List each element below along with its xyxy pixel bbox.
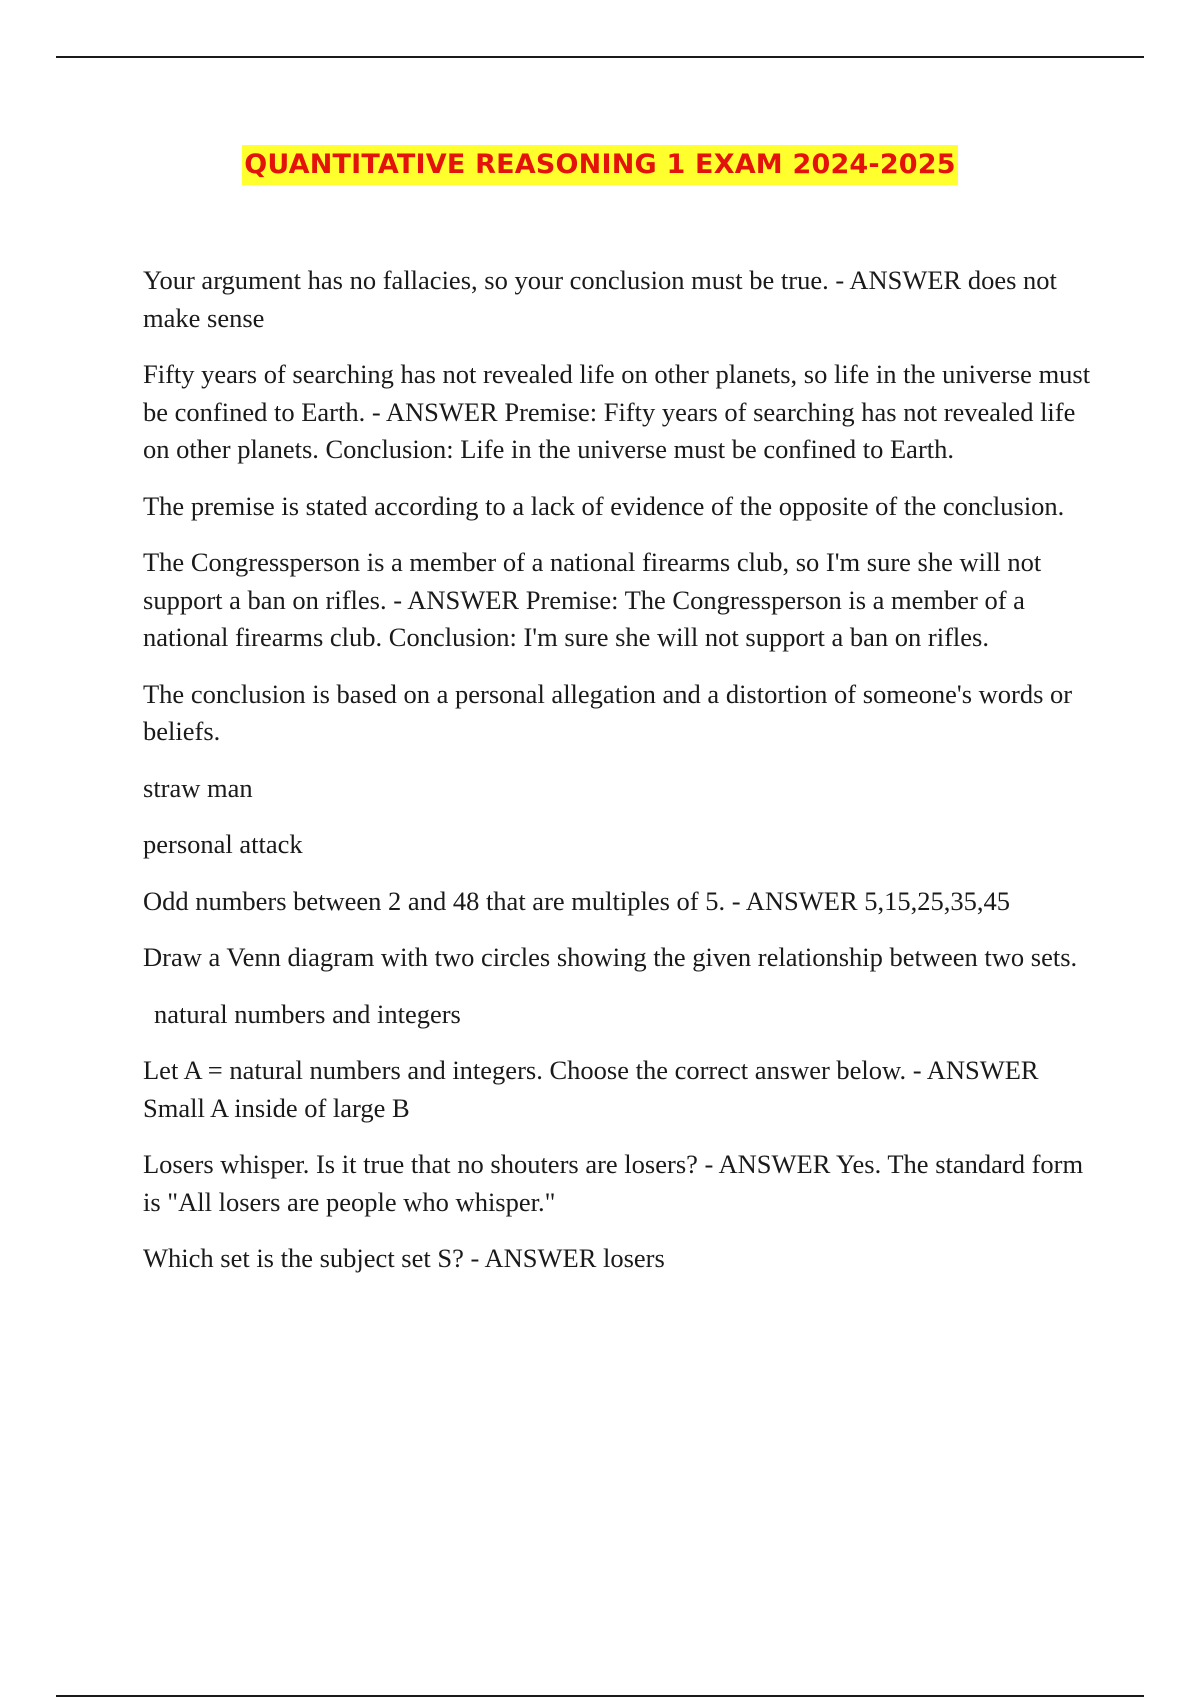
paragraph-odd-numbers-answer: Odd numbers between 2 and 48 that are multiples of 5. - ANSWER 5,15,25,35,45 xyxy=(143,885,1010,916)
paragraph-personal-attack: personal attack xyxy=(143,829,303,859)
document-title: QUANTITATIVE REASONING 1 EXAM 2024-2025 xyxy=(242,145,958,185)
top-horizontal-rule xyxy=(56,56,1144,58)
paragraph-congressperson-answer: The Congressperson is a member of a national firearms club, so I'm sure she will not support a ban on rifles. - ANSWER Premise: The Congressperson is a member of a national firearms club. Conclusion: I'm sure she will not support a ban on rifles. xyxy=(143,547,1042,652)
paragraph-losers-whisper-answer: Losers whisper. Is it true that no shouters are losers? - ANSWER Yes. The standard form is "All losers are people who whisper." xyxy=(143,1149,1084,1217)
paragraph-natural-numbers: natural numbers and integers xyxy=(154,998,461,1029)
paragraph-lack-of-evidence: The premise is stated according to a lack of evidence of the opposite of the conclusion. xyxy=(143,490,1065,521)
paragraph-let-a-answer: Let A = natural numbers and integers. Choose the correct answer below. - ANSWER Small A inside of large B xyxy=(143,1055,1039,1123)
bottom-horizontal-rule xyxy=(56,1695,1144,1697)
title-container xyxy=(0,145,1200,185)
paragraph-venn-diagram-question: Draw a Venn diagram with two circles showing the given relationship between two sets. xyxy=(143,942,1078,972)
paragraph-fallacies-answer: Your argument has no fallacies, so your conclusion must be true. - ANSWER does not make sense xyxy=(143,265,1057,333)
paragraph-personal-allegation: The conclusion is based on a personal allegation and a distortion of someone's words or beliefs. xyxy=(143,678,1073,746)
paragraph-subject-set-answer: Which set is the subject set S? - ANSWER losers xyxy=(143,1243,665,1273)
paragraph-straw-man: straw man xyxy=(143,772,253,803)
document-body xyxy=(143,262,1093,1297)
paragraph-fifty-years-answer: Fifty years of searching has not revealed life on other planets, so life in the universe must be confined to Earth. - ANSWER Premise: Fifty years of searching has not revealed life on other planets. Conclusion: Life in the universe must be confined to Earth. xyxy=(143,359,1091,464)
